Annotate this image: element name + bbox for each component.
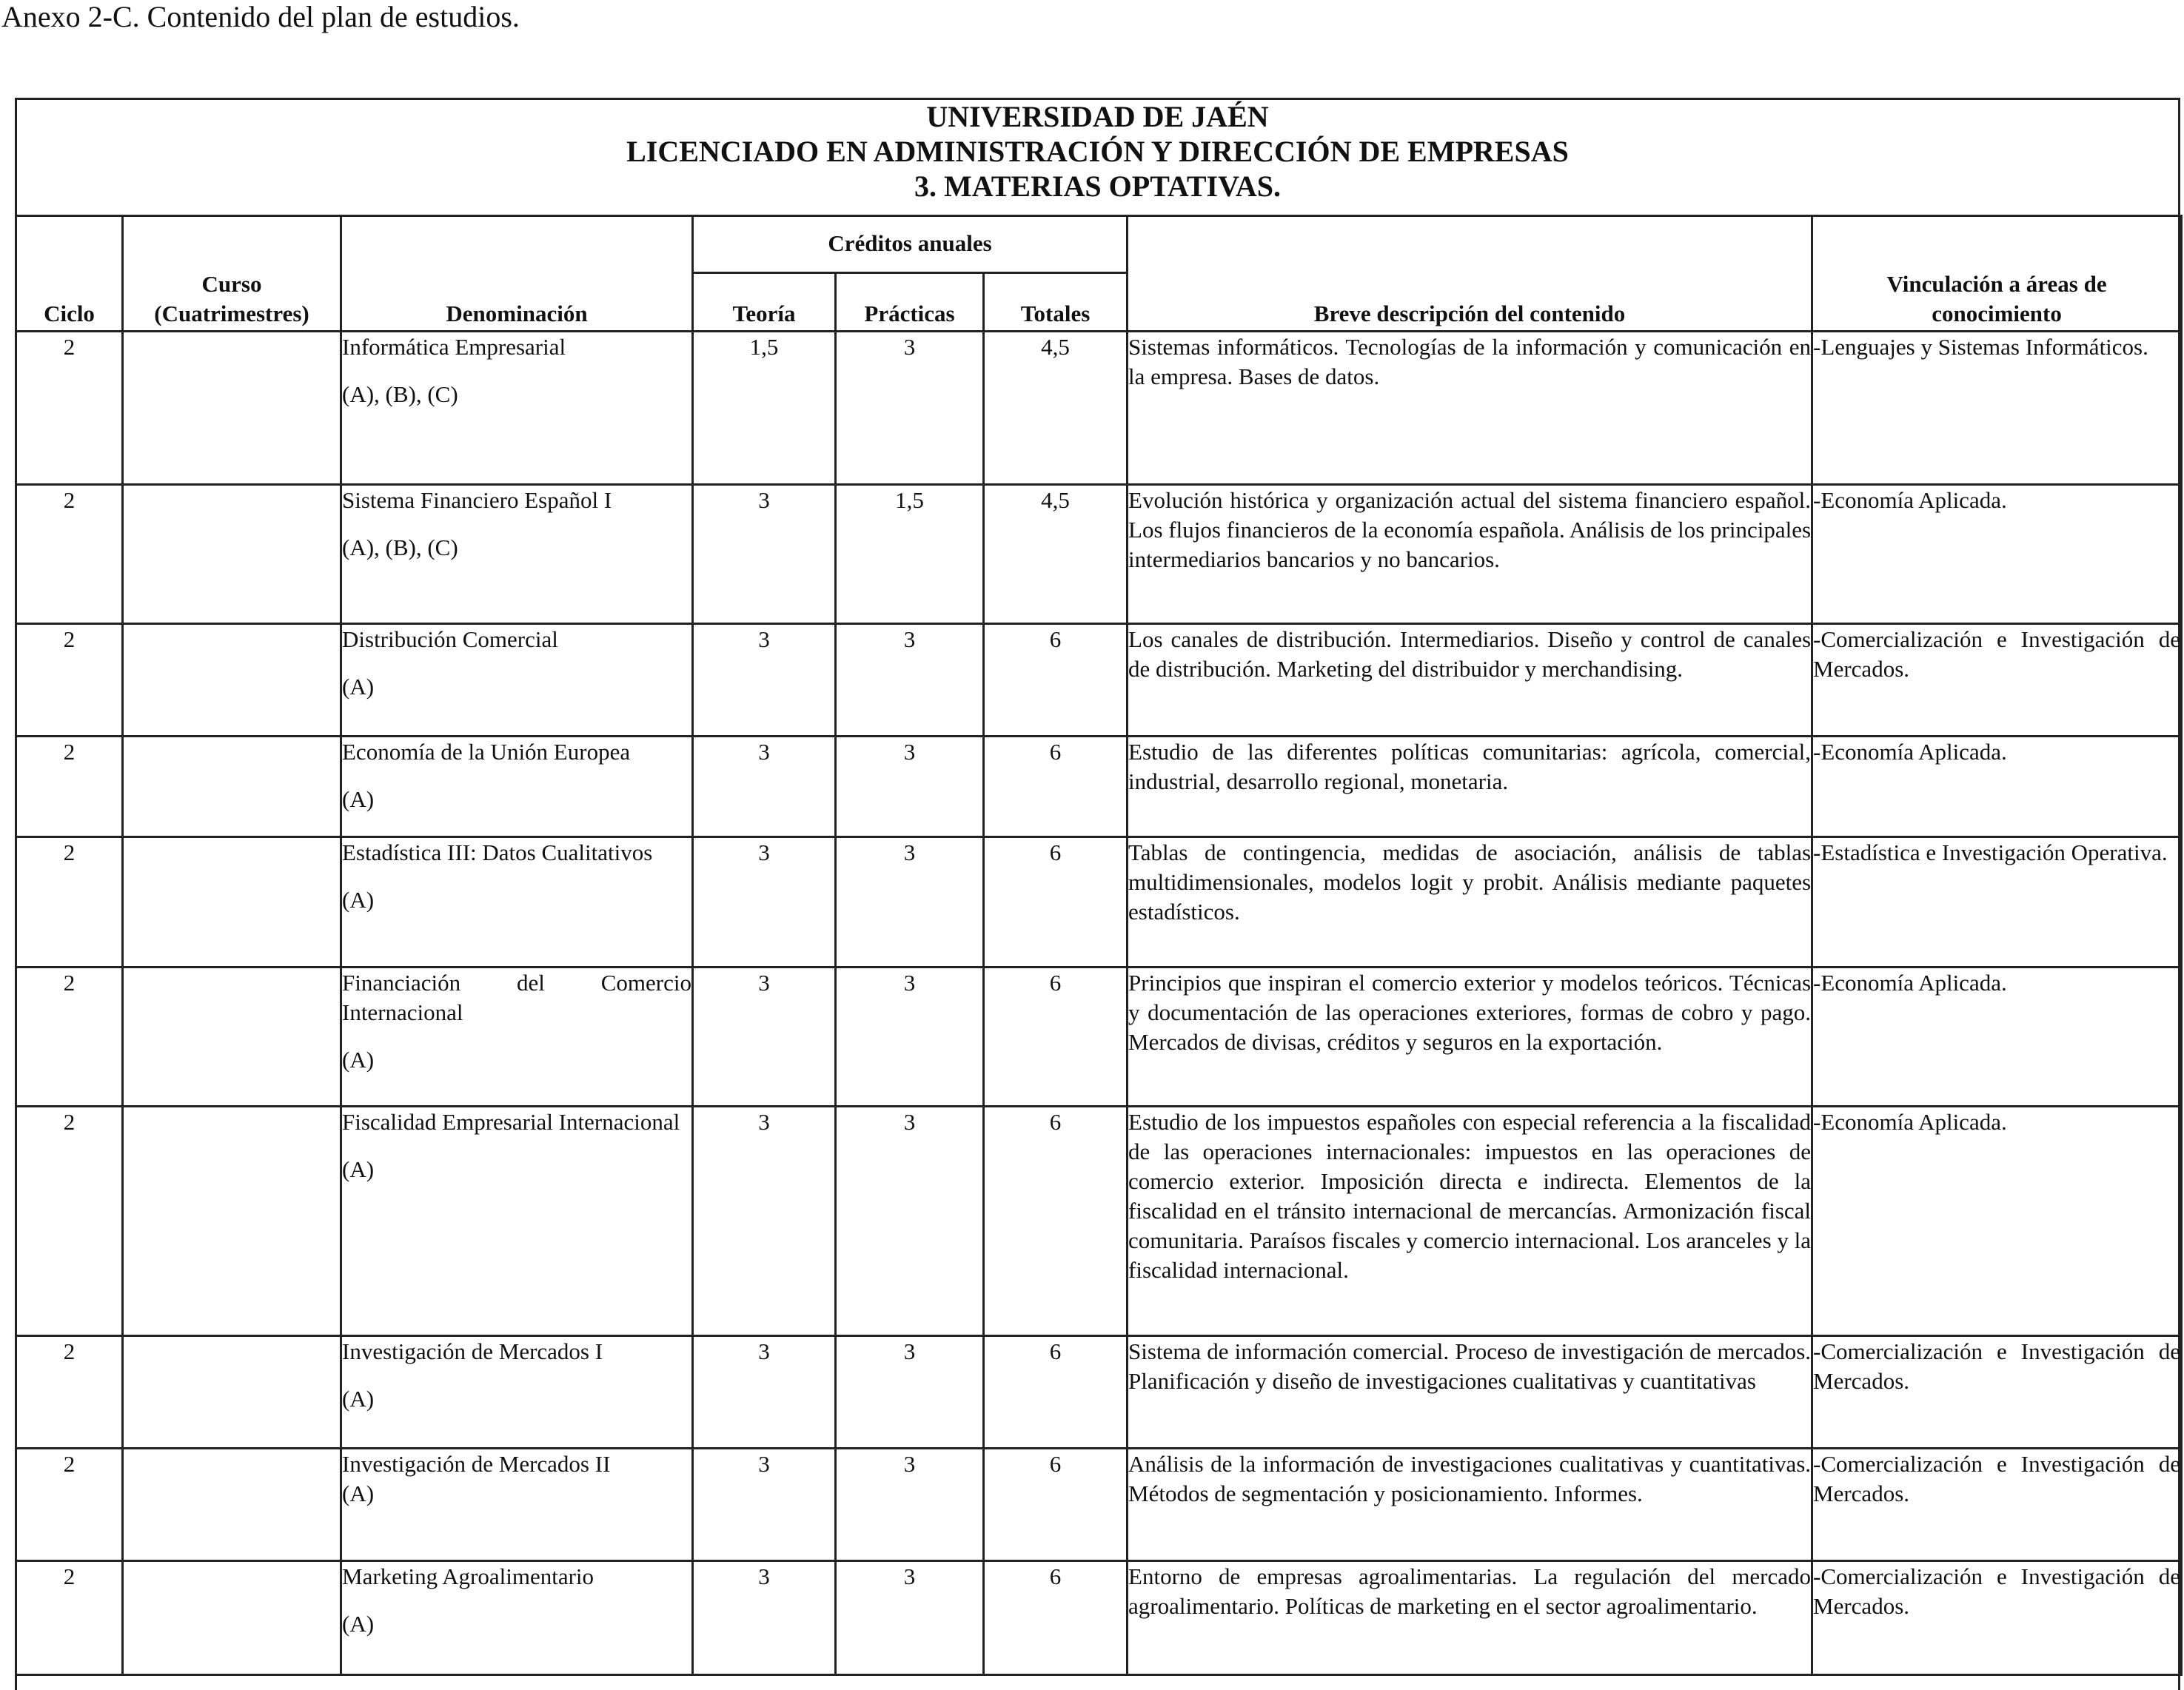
table-row xyxy=(16,1107,2182,1336)
cell-vinculacion: -Comercialización e Investigación de Mercados. xyxy=(1812,1449,2182,1561)
cell-practicas: 3 xyxy=(836,1107,984,1336)
col-creditos: Créditos anuales xyxy=(693,216,1128,273)
cell-ciclo: 2 xyxy=(16,624,123,737)
cell-teoria: 3 xyxy=(693,1336,836,1449)
subject-name: Distribución Comercial xyxy=(342,626,558,652)
cell-descripcion: Entorno de empresas agroalimentarias. La regulación del mercado agroalimentario. Políticas de marketing en el sector agroalimentario. xyxy=(1128,1561,1812,1675)
annex-title: Anexo 2-C. Contenido del plan de estudios. xyxy=(1,0,520,33)
cell-descripcion: Estudio de los impuestos españoles con especial referencia a la fiscalidad de las operaciones internacionales: impuestos en las operaciones de comercio exterior. Imposición directa e indirecta. Elementos de la fiscalidad en el tránsito internacional de mercancías. Armonización fiscal comunitaria. Paraísos fiscales y comercio internacional. Los aranceles y la fiscalidad internacional. xyxy=(1128,1107,1812,1336)
cell-vinculacion: -Lenguajes y Sistemas Informáticos. xyxy=(1812,332,2182,485)
cell-teoria: 3 xyxy=(693,485,836,624)
table-row xyxy=(16,1336,2182,1449)
cell-curso xyxy=(123,1561,341,1675)
subject-groups: (A) xyxy=(342,887,375,913)
cell-denominacion xyxy=(341,1336,693,1449)
subject-name: Fiscalidad Empresarial Internacional xyxy=(342,1109,680,1135)
cell-curso xyxy=(123,837,341,968)
cell-totales: 6 xyxy=(984,1449,1128,1561)
cell-vinculacion: -Estadística e Investigación Operativa. xyxy=(1812,837,2182,968)
cell-curso xyxy=(123,1336,341,1449)
cell-denominacion xyxy=(341,837,693,968)
table-row xyxy=(16,737,2182,837)
cell-denominacion xyxy=(341,968,693,1107)
subject-groups: (A) xyxy=(342,1386,375,1412)
subjects-table xyxy=(15,215,2183,1676)
cell-teoria: 3 xyxy=(693,968,836,1107)
cell-vinculacion: -Comercialización e Investigación de Mercados. xyxy=(1812,1561,2182,1675)
cell-denominacion xyxy=(341,624,693,737)
cell-teoria: 3 xyxy=(693,1107,836,1336)
cell-practicas: 1,5 xyxy=(836,485,984,624)
subject-groups: (A) xyxy=(342,674,375,700)
subject-name: Estadística III: Datos Cualitativos xyxy=(342,839,653,865)
cell-ciclo: 2 xyxy=(16,968,123,1107)
subject-groups: (A) xyxy=(342,1481,375,1506)
cell-totales: 6 xyxy=(984,1336,1128,1449)
cell-descripcion: Sistema de información comercial. Proceso de investigación de mercados. Planificación y diseño de investigaciones cualitativas y cuantitativas xyxy=(1128,1336,1812,1449)
cell-curso xyxy=(123,624,341,737)
section-title: 3. MATERIAS OPTATIVAS. xyxy=(914,170,1281,203)
table-row xyxy=(16,837,2182,968)
table-row xyxy=(16,332,2182,485)
cell-ciclo: 2 xyxy=(16,837,123,968)
cell-totales: 6 xyxy=(984,968,1128,1107)
cell-denominacion xyxy=(341,1561,693,1675)
cell-teoria: 3 xyxy=(693,837,836,968)
cell-practicas: 3 xyxy=(836,1561,984,1675)
cell-vinculacion: -Economía Aplicada. xyxy=(1812,968,2182,1107)
col-totales: Totales xyxy=(984,273,1128,332)
degree-title: LICENCIADO EN ADMINISTRACIÓN Y DIRECCIÓN DE EMPRESAS xyxy=(626,135,1569,168)
subject-name: Marketing Agroalimentario xyxy=(342,1563,594,1589)
table-row xyxy=(16,485,2182,624)
subject-name: Informática Empresarial xyxy=(342,334,566,360)
cell-totales: 6 xyxy=(984,1561,1128,1675)
col-descripcion: Breve descripción del contenido xyxy=(1128,216,1812,332)
table-row xyxy=(16,1449,2182,1561)
cell-teoria: 3 xyxy=(693,1449,836,1561)
cell-totales: 6 xyxy=(984,624,1128,737)
cell-practicas: 3 xyxy=(836,737,984,837)
col-vinculacion: Vinculación a áreas de conocimiento xyxy=(1812,216,2182,332)
cell-curso xyxy=(123,332,341,485)
cell-ciclo: 2 xyxy=(16,1561,123,1675)
cell-vinculacion: -Comercialización e Investigación de Mercados. xyxy=(1812,624,2182,737)
col-curso: Curso (Cuatrimestres) xyxy=(123,216,341,332)
col-ciclo: Ciclo xyxy=(16,216,123,332)
subject-name: Economía de la Unión Europea xyxy=(342,739,631,765)
cell-practicas: 3 xyxy=(836,968,984,1107)
cell-descripcion: Evolución histórica y organización actual del sistema financiero español. Los flujos financieros de la economía española. Análisis de los principales intermediarios bancarios y no bancarios. xyxy=(1128,485,1812,624)
cell-descripcion: Principios que inspiran el comercio exterior y modelos teóricos. Técnicas y documentación de las operaciones exteriores, formas de cobro y pago. Mercados de divisas, créditos y seguros en la exportación. xyxy=(1128,968,1812,1107)
cell-vinculacion: -Comercialización e Investigación de Mercados. xyxy=(1812,1336,2182,1449)
cell-curso xyxy=(123,1107,341,1336)
cell-curso xyxy=(123,1449,341,1561)
cell-teoria: 3 xyxy=(693,1561,836,1675)
cell-ciclo: 2 xyxy=(16,737,123,837)
cell-denominacion xyxy=(341,1107,693,1336)
cell-ciclo: 2 xyxy=(16,485,123,624)
cell-descripcion: Estudio de las diferentes políticas comunitarias: agrícola, comercial, industrial, desarrollo regional, monetaria. xyxy=(1128,737,1812,837)
cell-practicas: 3 xyxy=(836,332,984,485)
cell-totales: 6 xyxy=(984,1107,1128,1336)
cell-teoria: 3 xyxy=(693,624,836,737)
cell-totales: 4,5 xyxy=(984,485,1128,624)
cell-ciclo: 2 xyxy=(16,332,123,485)
cell-teoria: 3 xyxy=(693,737,836,837)
subject-name: Financiación del Comercio Internacional xyxy=(342,970,691,1025)
col-practicas: Prácticas xyxy=(836,273,984,332)
subject-name: Sistema Financiero Español I xyxy=(342,487,612,513)
cell-vinculacion: -Economía Aplicada. xyxy=(1812,485,2182,624)
university-title: UNIVERSIDAD DE JAÉN xyxy=(926,100,1269,133)
cell-descripcion: Los canales de distribución. Intermediarios. Diseño y control de canales de distribución. Marketing del distribuidor y merchandising. xyxy=(1128,624,1812,737)
table-row xyxy=(16,624,2182,737)
cell-ciclo: 2 xyxy=(16,1336,123,1449)
subject-groups: (A) xyxy=(342,1156,375,1182)
cell-ciclo: 2 xyxy=(16,1449,123,1561)
cell-totales: 4,5 xyxy=(984,332,1128,485)
table-row xyxy=(16,1561,2182,1675)
col-denominacion: Denominación xyxy=(341,216,693,332)
cell-practicas: 3 xyxy=(836,1336,984,1449)
cell-practicas: 3 xyxy=(836,624,984,737)
cell-descripcion: Tablas de contingencia, medidas de asociación, análisis de tablas multidimensionales, modelos logit y probit. Análisis mediante paquetes estadísticos. xyxy=(1128,837,1812,968)
cell-denominacion xyxy=(341,1449,693,1561)
cell-totales: 6 xyxy=(984,837,1128,968)
col-teoria: Teoría xyxy=(693,273,836,332)
cell-teoria: 1,5 xyxy=(693,332,836,485)
cell-vinculacion: -Economía Aplicada. xyxy=(1812,737,2182,837)
cell-denominacion xyxy=(341,485,693,624)
subject-name: Investigación de Mercados II xyxy=(342,1451,611,1477)
table-row xyxy=(16,968,2182,1107)
cell-practicas: 3 xyxy=(836,1449,984,1561)
cell-denominacion xyxy=(341,737,693,837)
cell-vinculacion: -Economía Aplicada. xyxy=(1812,1107,2182,1336)
subjects-rows xyxy=(16,332,2182,1675)
cell-curso xyxy=(123,485,341,624)
cell-ciclo: 2 xyxy=(16,1107,123,1336)
cell-totales: 6 xyxy=(984,737,1128,837)
cell-practicas: 3 xyxy=(836,837,984,968)
subject-groups: (A) xyxy=(342,1611,375,1637)
cell-curso xyxy=(123,968,341,1107)
cell-descripcion: Análisis de la información de investigaciones cualitativas y cuantitativas. Métodos de segmentación y posicionamiento. Informes. xyxy=(1128,1449,1812,1561)
subject-groups: (A), (B), (C) xyxy=(342,534,458,560)
subject-groups: (A) xyxy=(342,1047,375,1073)
cell-denominacion xyxy=(341,332,693,485)
subject-name: Investigación de Mercados I xyxy=(342,1338,603,1364)
title-block xyxy=(15,99,2180,204)
cell-descripcion: Sistemas informáticos. Tecnologías de la información y comunicación en la empresa. Bases de datos. xyxy=(1128,332,1812,485)
subject-groups: (A), (B), (C) xyxy=(342,381,458,407)
subject-groups: (A) xyxy=(342,786,375,812)
cell-curso xyxy=(123,737,341,837)
